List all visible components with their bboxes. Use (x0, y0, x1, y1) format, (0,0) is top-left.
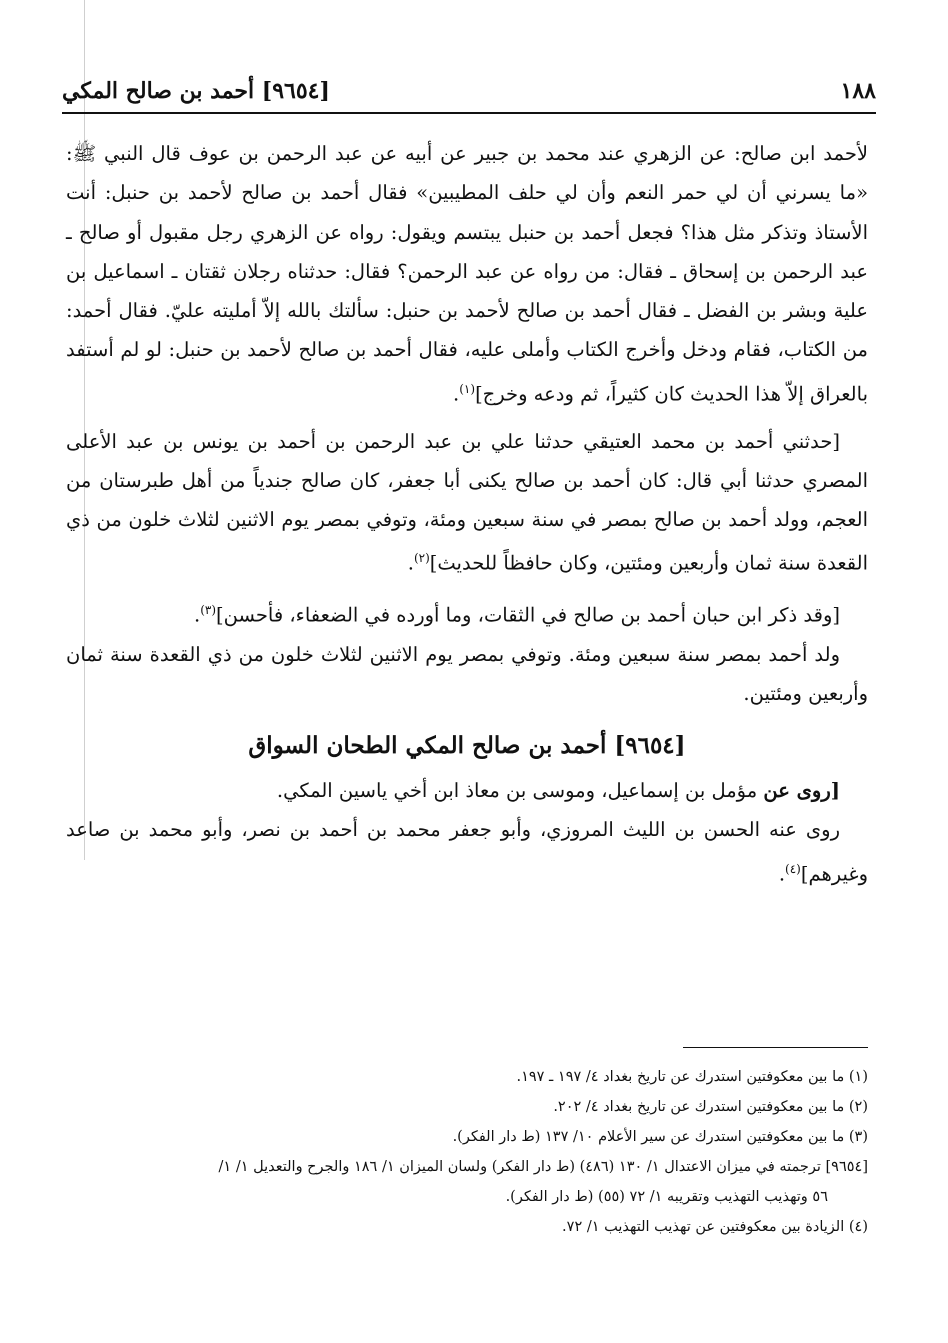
page-header (62, 74, 876, 114)
paragraph-6-text: روى عنه الحسن بن الليث المروزي، وأبو جعفر محمد بن أحمد بن نصر، وأبو محمد بن صاعد وغيرهم] (66, 818, 868, 886)
footnote-ref-2: (٢) (413, 551, 430, 566)
footnote-ref-3: (٣) (200, 603, 217, 618)
entry-heading: [٩٦٥٤] أحمد بن صالح المكي الطحان السواق (248, 731, 686, 759)
paragraph-3: [وقد ذكر ابن حبان أحمد بن صالح في الثقات، وما أورده في الضعفاء، فأحسن]$^{(٣)}$. (193, 603, 840, 627)
paragraph-5-text: مؤمل بن إسماعيل، وموسى بن معاذ ابن أخي ياسين المكي. (276, 778, 758, 802)
header-rule (62, 112, 876, 114)
paragraph-1-text: لأحمد ابن صالح: عن الزهري عند محمد بن جبير عن أبيه عن عبد الرحمن بن عوف قال النبي ﷺ: «ما يسرني أن لي حمر النعم وأن لي حلف المطيبين» فقال أحمد بن صالح لأحمد بن حنبل: أنت الأستاذ وتذكر مثل هذا؟ فجعل أحمد بن حنبل يبتسم ويقول: رواه عن الزهري رجل مقبول أو صالح ـ عبد الرحمن بن إسحاق ـ فقال: من رواه عن عبد الرحمن؟ فقال: حدثناه رجلان ثقتان ـ اسماعيل بن علية وبشر بن الفضل ـ فقال أحمد بن صالح لأحمد بن حنبل: سألتك بالله إلاّ أمليته عليّ. فقال أحمد: من الكتاب، فقام ودخل وأخرج الكتاب وأملى عليه، فقال أحمد بن صالح لأحمد بن حنبل: لو لم أستفد بالعراق إلاّ هذا الحديث كان كثيراً، ثم ودعه وخرج] (66, 142, 868, 406)
paragraph-4: ولد أحمد بمصر سنة سبعين ومئة. وتوفي بمصر يوم الاثنين لثلاث خلون من ذي القعدة سنة ثمان وأربعين ومئتين. (66, 643, 868, 706)
footnote-ref-4: (٤) (785, 861, 801, 876)
page-number: ١٨٨ (840, 78, 876, 104)
footnote-4: (٤) الزيادة بين معكوفتين عن تهذيب التهذيب ١/ ٧٢. (562, 1219, 868, 1235)
footnote-entry-sources-continued: ٥٦ وتهذيب التهذيب وتقريبه ١/ ٧٢ (٥٥) (ط دار الفكر). (505, 1189, 828, 1205)
paragraph-2-text: [حدثني أحمد بن محمد العتيقي حدثنا علي بن عبد الرحمن بن أحمد بن يونس بن عبد الأعلى المصري حدثنا أبي قال: كان أحمد بن صالح يكنى أبا جعفر، كان صالح جندياً من أهل طبرستان من العجم، وولد أحمد بن صالح بمصر في سنة سبعين ومئة، وتوفي بمصر يوم الاثنين لثلاث خلون من ذي القعدة سنة ثمان وأربعين ومئتين، وكان حافظاً للحديث] (66, 429, 868, 575)
footnotes (66, 1062, 868, 1242)
footnote-entry-sources: [٩٦٥٤] ترجمته في ميزان الاعتدال ١/ ١٣٠ (٤٨٦) (ط دار الفكر) ولسان الميزان ١/ ١٨٦ والجرح والتعديل ١/ ١/ (218, 1159, 868, 1175)
paragraph-3-text: [وقد ذكر ابن حبان أحمد بن صالح في الثقات، وما أورده في الضعفاء، فأحسن] (216, 603, 840, 627)
paragraph-6: روى عنه الحسن بن الليث المروزي، وأبو جعفر محمد بن أحمد بن نصر، وأبو محمد بن صاعد وغيرهم]$^{(٤)}$. (66, 818, 868, 886)
footnote-separator (683, 1047, 868, 1048)
main-text (66, 134, 868, 893)
footnote-ref-1: (١) (459, 381, 476, 396)
paragraph-5 (66, 771, 868, 810)
paragraph-5-lead: [روى عن (763, 778, 840, 802)
running-title: [٩٦٥٤] أحمد بن صالح المكي (62, 78, 330, 104)
footnote-3: (٣) ما بين معكوفتين استدرك عن سير الأعلام ١٠/ ١٣٧ (ط دار الفكر). (452, 1129, 868, 1145)
footnote-2: (٢) ما بين معكوفتين استدرك عن تاريخ بغداد ٤/ ٢٠٢. (553, 1099, 868, 1115)
paragraph-2: [حدثني أحمد بن محمد العتيقي حدثنا علي بن عبد الرحمن بن أحمد بن يونس بن عبد الأعلى المصري حدثنا أبي قال: كان أحمد بن صالح يكنى أبا جعفر، كان صالح جندياً من أهل طبرستان من العجم، وولد أحمد بن صالح بمصر في سنة سبعين ومئة، وتوفي بمصر يوم الاثنين لثلاث خلون من ذي القعدة سنة ثمان وأربعين ومئتين، وكان حافظاً للحديث]$^{(٢)}$. (66, 429, 868, 575)
footnote-1: (١) ما بين معكوفتين استدرك عن تاريخ بغداد ٤/ ١٩٧ ـ ١٩٧. (516, 1069, 868, 1085)
paragraph-1: لأحمد ابن صالح: عن الزهري عند محمد بن جبير عن أبيه عن عبد الرحمن بن عوف قال النبي ﷺ: «ما يسرني أن لي حمر النعم وأن لي حلف المطيبين» فقال أحمد بن صالح لأحمد بن حنبل: أنت الأستاذ وتذكر مثل هذا؟ فجعل أحمد بن حنبل يبتسم ويقول: رواه عن الزهري رجل مقبول أو صالح ـ عبد الرحمن بن إسحاق ـ فقال: من رواه عن عبد الرحمن؟ فقال: حدثناه رجلان ثقتان ـ اسماعيل بن علية وبشر بن الفضل ـ فقال أحمد بن صالح لأحمد بن حنبل: سألتك بالله إلاّ أمليته عليّ. فقال أحمد: من الكتاب، فقام ودخل وأخرج الكتاب وأملى عليه، فقال أحمد بن صالح لأحمد بن حنبل: لو لم أستفد بالعراق إلاّ هذا الحديث كان كثيراً، ثم ودعه وخرج]$^{(١)}$. (66, 142, 868, 406)
